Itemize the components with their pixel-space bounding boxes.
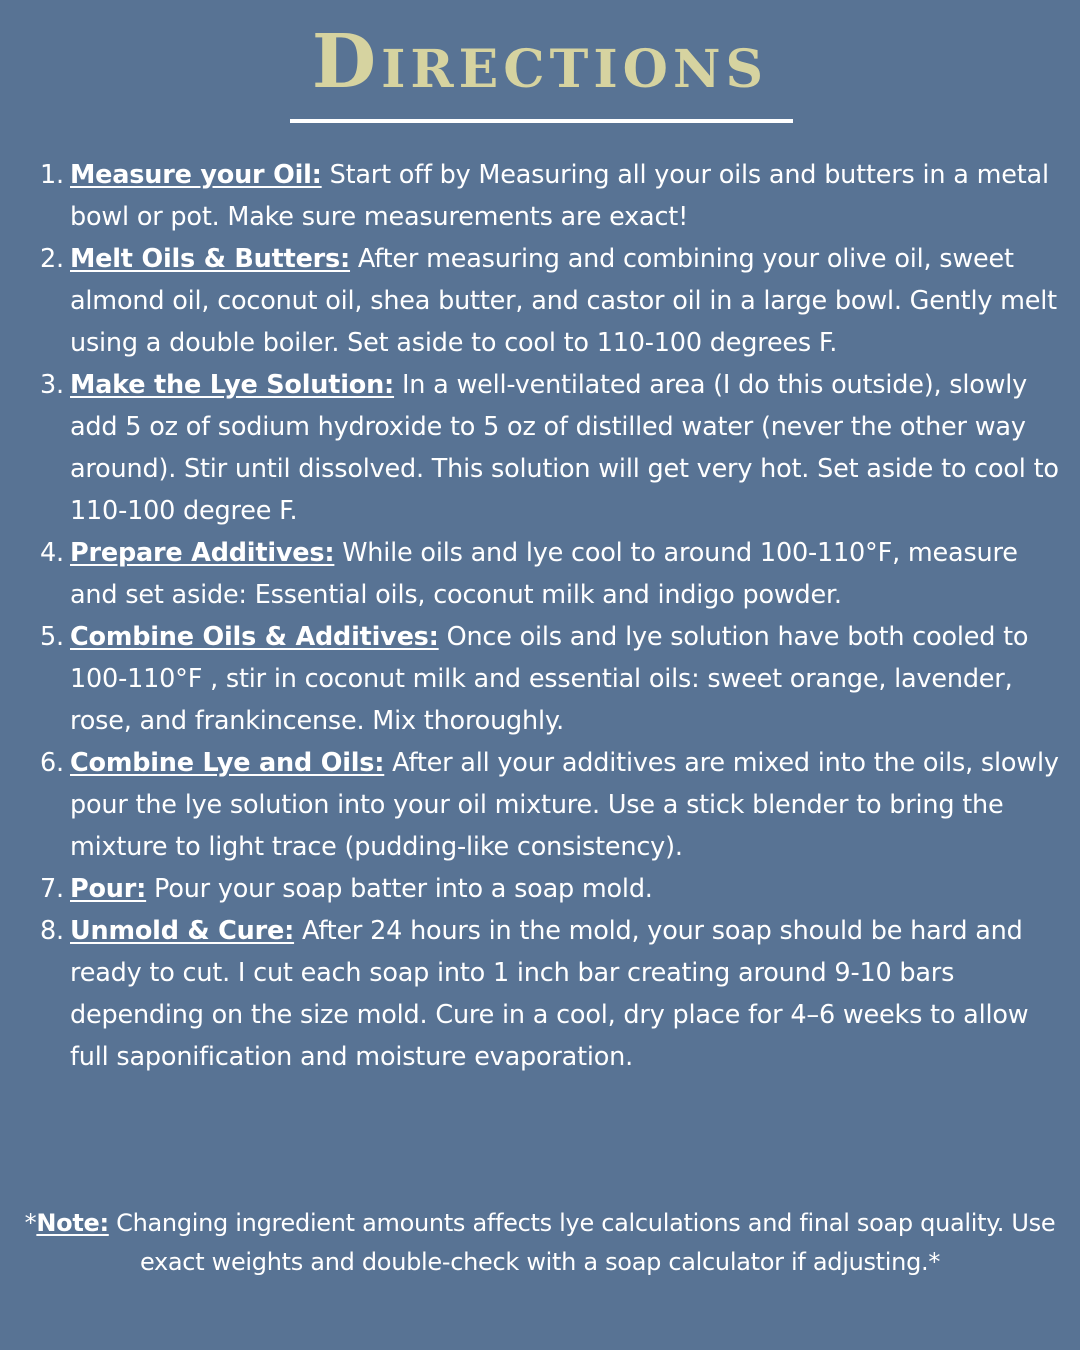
list-item (0, 868, 1080, 910)
step-text: Pour your soap batter into a soap mold. (146, 874, 653, 904)
list-item (0, 238, 1080, 364)
step-text: While oils and lye cool to around 100-110°F, measure and set aside: Essential oils, coconut milk and indigo powder. (70, 538, 1018, 610)
note-prefix: * (24, 1209, 37, 1237)
step-text: After all your additives are mixed into the oils, slowly pour the lye solution into your oil mixture. Use a stick blender to bring the mixture to light trace (pudding-like consistency). (70, 748, 1059, 862)
step-text: After 24 hours in the mold, your soap should be hard and ready to cut. I cut each soap into 1 inch bar creating around 9-10 bars depending on the size mold. Cure in a cool, dry place for 4–6 weeks to allow full saponification and moisture evaporation. (70, 916, 1029, 1072)
step-number: 2. (40, 244, 64, 274)
step-text: Once oils and lye solution have both cooled to 100-110°F , stir in coconut milk and essential oils: sweet orange, lavender, rose, and frankincense. Mix thoroughly. (70, 622, 1029, 736)
list-item (0, 154, 1080, 238)
list-item (0, 616, 1080, 742)
step-number: 1. (40, 160, 64, 190)
list-item (0, 532, 1080, 616)
title-divider (290, 119, 793, 123)
step-number: 7. (40, 874, 64, 904)
note-paragraph (10, 1204, 1070, 1282)
step-label: Measure your Oil: (70, 160, 322, 190)
step-number: 3. (40, 370, 64, 400)
step-label: Combine Oils & Additives: (70, 622, 439, 652)
step-label: Unmold & Cure: (70, 916, 295, 946)
step-number: 6. (40, 748, 64, 778)
step-label: Combine Lye and Oils: (70, 748, 385, 778)
step-number: 5. (40, 622, 64, 652)
step-label: Make the Lye Solution: (70, 370, 395, 400)
step-number: 8. (40, 916, 64, 946)
list-item (0, 910, 1080, 1078)
directions-list (0, 154, 1080, 1078)
list-item (0, 364, 1080, 532)
page-title: Directions (311, 19, 769, 105)
step-label: Prepare Additives: (70, 538, 335, 568)
note-text: Changing ingredient amounts affects lye calculations and final soap quality. Use exact weights and double-check with a soap calculator if adjusting.* (108, 1209, 1056, 1276)
step-text: In a well-ventilated area (I do this outside), slowly add 5 oz of sodium hydroxide to 5 oz of distilled water (never the other way around). Stir until dissolved. This solution will get very hot. Set aside to cool to 110-100 degree F. (70, 370, 1059, 526)
step-text: After measuring and combining your olive oil, sweet almond oil, coconut oil, shea butter, and castor oil in a large bowl. Gently melt using a double boiler. Set aside to cool to 110-100 degrees F. (70, 244, 1057, 358)
list-item (0, 742, 1080, 868)
step-label: Melt Oils & Butters: (70, 244, 351, 274)
step-number: 4. (40, 538, 64, 568)
step-label: Pour: (70, 874, 147, 904)
step-text: Start off by Measuring all your oils and butters in a metal bowl or pot. Make sure measurements are exact! (70, 160, 1049, 232)
note-label: Note: (36, 1209, 109, 1237)
